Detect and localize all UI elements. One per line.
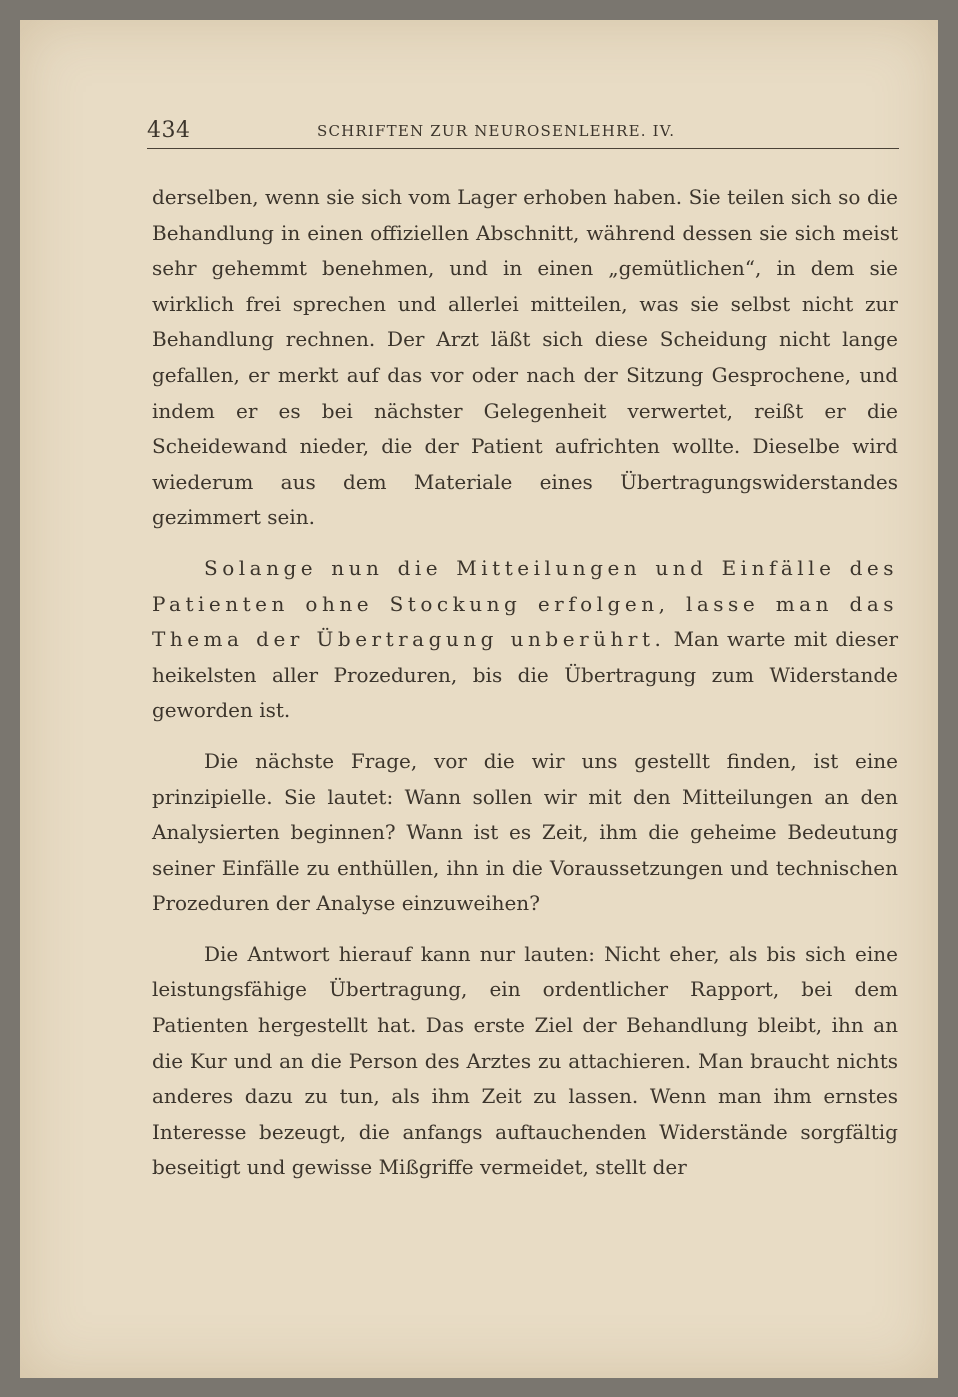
paragraph-rule: [152, 551, 898, 729]
page-header: [147, 118, 899, 149]
page-number: 434: [147, 118, 191, 143]
page-body: [152, 180, 898, 1186]
book-page: [20, 20, 938, 1378]
paragraph-answer: Die Antwort hierauf kann nur lauten: Nicht eher, als bis sich eine leistungsfähige Übertragung, ein ordentlicher Rapport, bei dem Patienten hergestellt hat. Das erste Ziel der Behandlung bleibt, ihn an die Kur und an die Person des Arztes zu attachieren. Man braucht nichts anderes dazu zu tun, als ihm Zeit zu lassen. Wenn man ihm ernstes Interesse bezeugt, die anfangs auftauchenden Widerstände sorgfältig beseitigt und gewisse Mißgriffe vermeidet, stellt der: [152, 941, 898, 1180]
paragraph-rule-rest: Man warte mit dieser heikelsten aller Prozeduren, bis die Übertragung zum Widerstande geworden ist.: [152, 627, 898, 723]
running-title: SCHRIFTEN ZUR NEUROSENLEHRE. IV.: [317, 122, 676, 140]
paragraph-continuation: derselben, wenn sie sich vom Lager erhoben haben. Sie teilen sich so die Behandlung in einen offiziellen Abschnitt, während dessen sie sich meist sehr gehemmt benehmen, und in einen „gemütlichen“, in dem sie wirklich frei sprechen und allerlei mitteilen, was sie selbst nicht zur Behandlung rechnen. Der Arzt läßt sich diese Scheidung nicht lange gefallen, er merkt auf das vor oder nach der Sitzung Gesprochene, und indem er es bei nächster Gelegenheit verwertet, reißt er die Scheidewand nieder, die der Patient aufrichten wollte. Dieselbe wird wiederum aus dem Materiale eines Übertragungswiderstandes gezimmert sein.: [152, 185, 898, 530]
paragraph-question: Die nächste Frage, vor die wir uns gestellt finden, ist eine prinzipielle. Sie lautet: Wann sollen wir mit den Mitteilungen an den Analysierten beginnen? Wann ist es Zeit, ihm die geheime Bedeutung seiner Einfälle zu enthüllen, ihn in die Voraussetzungen und technischen Prozeduren der Analyse einzuweihen?: [152, 748, 898, 916]
spaced-emphasis-text: Solange nun die Mitteilungen und Einfälle des Patienten ohne Stockung erfolgen, lasse man das Thema der Übertragung unberührt.: [152, 555, 898, 652]
